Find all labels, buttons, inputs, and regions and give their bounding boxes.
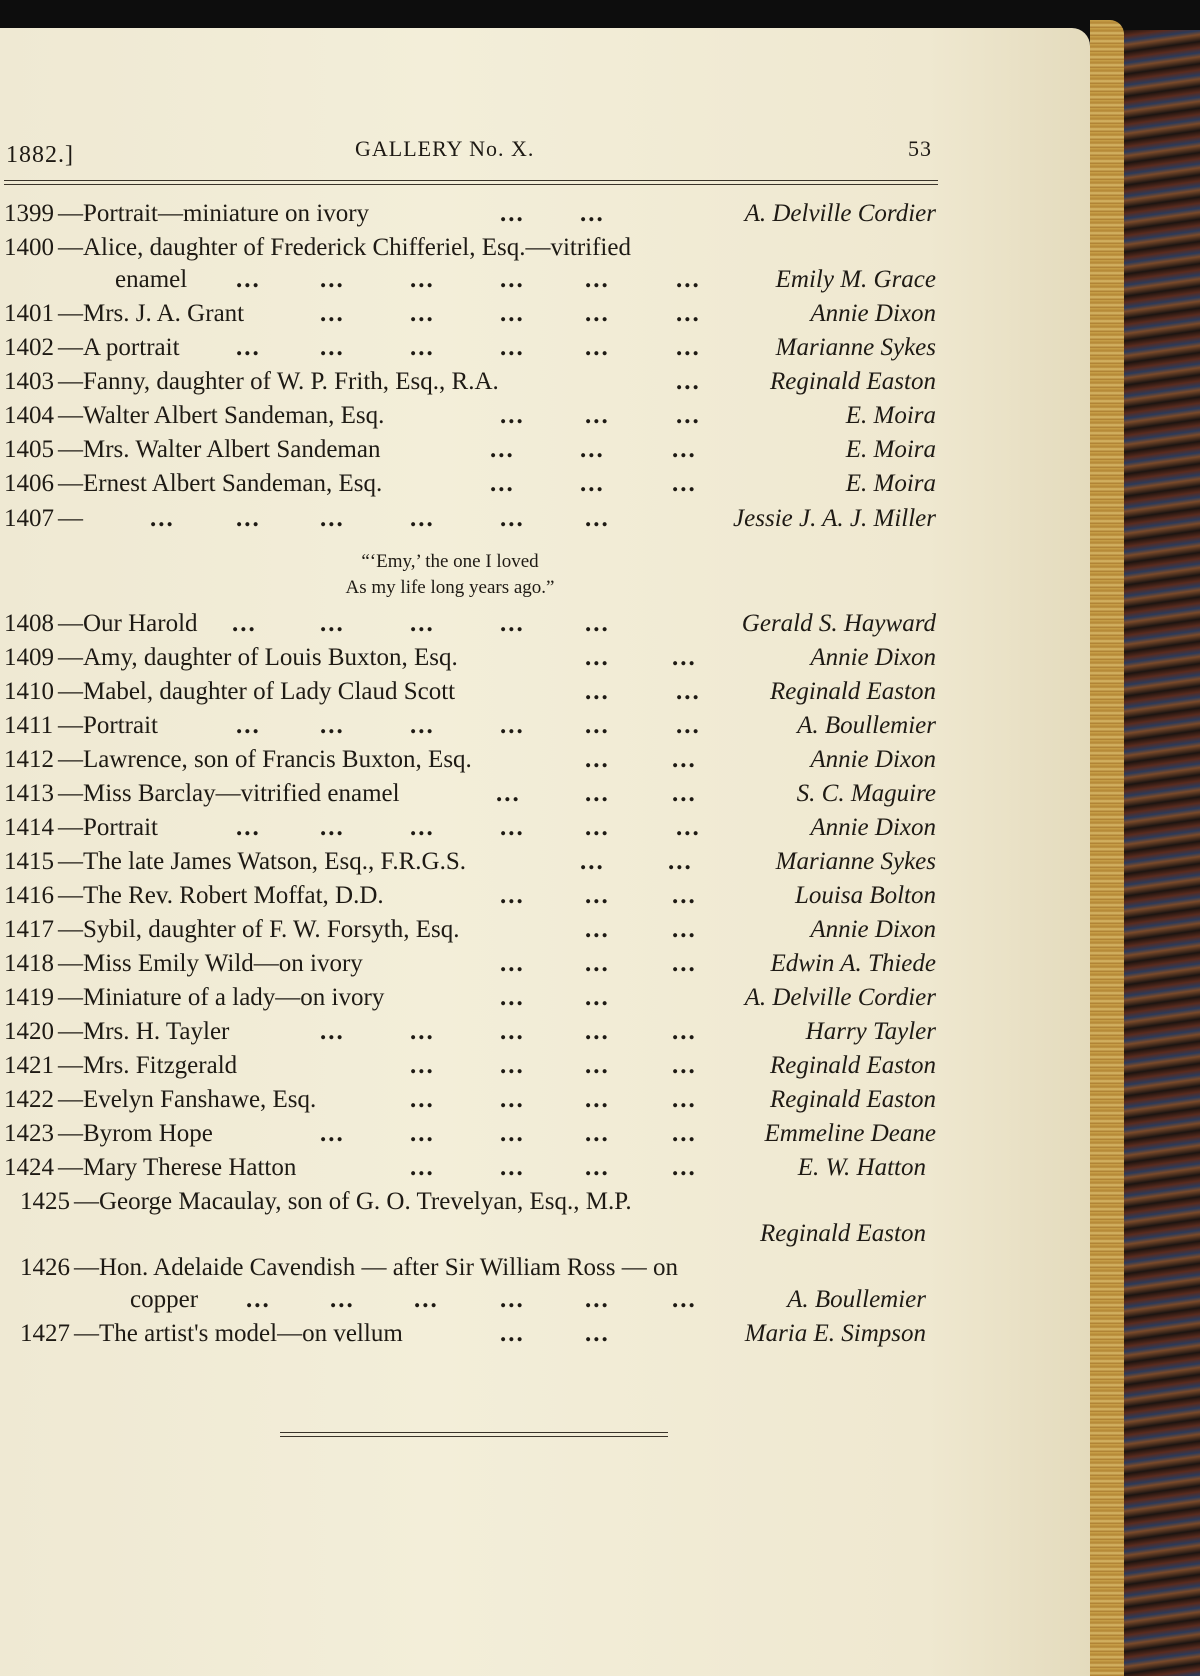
leader-dots: ... [585, 334, 610, 361]
leader-dots: ... [585, 644, 610, 671]
leader-dots: ... [585, 916, 610, 943]
catalogue-entry [0, 470, 940, 504]
entry-number: 1400 [4, 234, 54, 261]
leader-dots: ... [496, 780, 521, 807]
leader-dots: ... [500, 712, 525, 739]
catalogue-entry [0, 1254, 940, 1288]
entry-number: 1422 [4, 1086, 54, 1113]
entry-title: —Portrait—miniature on ivory [58, 200, 370, 227]
entry-title: —Mrs. Walter Albert Sandeman [58, 436, 381, 463]
leader-dots: ... [585, 1120, 610, 1147]
header-rule [4, 184, 938, 185]
leader-dots: ... [500, 334, 525, 361]
leader-dots: ... [580, 436, 605, 463]
header-rule [4, 180, 938, 181]
catalogue-entry [0, 300, 940, 334]
artist-name: E. Moira [845, 470, 936, 497]
leader-dots: ... [500, 1320, 525, 1347]
entry-title: —Mrs. J. A. Grant [58, 300, 245, 327]
entry-title: —The Rev. Robert Moffat, D.D. [58, 882, 384, 909]
leader-dots: ... [585, 1286, 610, 1313]
artist-name: E. Moira [845, 402, 936, 429]
quote-line: As my life long years ago.” [345, 577, 555, 598]
catalogue-entry-continuation [0, 266, 940, 300]
entry-title-continuation: copper [130, 1286, 199, 1313]
leader-dots: ... [672, 1120, 697, 1147]
catalogue-entry [0, 746, 940, 780]
leader-dots: ... [410, 505, 435, 532]
entry-number: 1416 [4, 882, 54, 909]
entry-title-continuation: enamel [115, 266, 188, 293]
leader-dots: ... [410, 300, 435, 327]
catalogue-entry [0, 984, 940, 1018]
entry-number: 1421 [4, 1052, 54, 1079]
catalogue-entry [0, 1188, 940, 1222]
leader-dots: ... [320, 334, 345, 361]
entry-number: 1417 [4, 916, 54, 943]
leader-dots: ... [320, 814, 345, 841]
leader-dots: ... [414, 1286, 439, 1313]
leader-dots: ... [580, 470, 605, 497]
leader-dots: ... [500, 1120, 525, 1147]
entry-title: —Ernest Albert Sandeman, Esq. [58, 470, 383, 497]
running-head [0, 136, 940, 176]
entry-number: 1408 [4, 610, 54, 637]
leader-dots: ... [150, 505, 175, 532]
leader-dots: ... [585, 814, 610, 841]
entry-title: —Portrait [58, 814, 158, 841]
entry-title: —Hon. Adelaide Cavendish — after Sir William Ross — on [74, 1254, 679, 1281]
leader-dots: ... [236, 712, 261, 739]
leader-dots: ... [410, 266, 435, 293]
catalogue-entry [0, 644, 940, 678]
artist-name: E. Moira [845, 436, 936, 463]
entry-number: 1403 [4, 368, 54, 395]
catalogue-entry [0, 712, 940, 746]
leader-dots: ... [330, 1286, 355, 1313]
leader-dots: ... [320, 1120, 345, 1147]
artist-name: A. Delville Cordier [744, 200, 936, 227]
entry-number: 1424 [4, 1154, 54, 1181]
artist-name: Edwin A. Thiede [770, 950, 936, 977]
leader-dots: ... [500, 610, 525, 637]
entry-number: 1411 [4, 712, 54, 739]
entry-title: — [58, 505, 83, 532]
leader-dots: ... [246, 1286, 271, 1313]
leader-dots: ... [672, 916, 697, 943]
leader-dots: ... [676, 300, 701, 327]
entry-title: —Mary Therese Hatton [58, 1154, 297, 1181]
leader-dots: ... [585, 300, 610, 327]
artist-name: S. C. Maguire [796, 780, 936, 807]
entry-number: 1402 [4, 334, 54, 361]
catalogue-entry [0, 402, 940, 436]
leader-dots: ... [500, 402, 525, 429]
marbled-binding [1124, 30, 1200, 1676]
artist-name: Marianne Sykes [775, 848, 936, 875]
leader-dots: ... [585, 610, 610, 637]
leader-dots: ... [410, 334, 435, 361]
entry-title: —A portrait [58, 334, 180, 361]
leader-dots: ... [236, 814, 261, 841]
leader-dots: ... [676, 402, 701, 429]
leader-dots: ... [585, 505, 610, 532]
artist-name: Reginald Easton [770, 368, 936, 395]
leader-dots: ... [320, 610, 345, 637]
leader-dots: ... [236, 334, 261, 361]
leader-dots: ... [585, 1018, 610, 1045]
catalogue-entry [0, 200, 940, 234]
leader-dots: ... [676, 678, 701, 705]
catalogue-entry [0, 368, 940, 402]
artist-name: E. W. Hatton [797, 1154, 926, 1181]
leader-dots: ... [585, 1052, 610, 1079]
catalogue-entry [0, 916, 940, 950]
entry-number: 1414 [4, 814, 54, 841]
leader-dots: ... [585, 746, 610, 773]
leader-dots: ... [232, 610, 257, 637]
entry-number: 1407 [4, 505, 54, 532]
entry-title: —Evelyn Fanshawe, Esq. [58, 1086, 317, 1113]
catalogue-entry [0, 1086, 940, 1120]
leader-dots: ... [500, 1154, 525, 1181]
artist-name: Marianne Sykes [775, 334, 936, 361]
entry-number: 1420 [4, 1018, 54, 1045]
entry-number: 1418 [4, 950, 54, 977]
artist-name: Reginald Easton [770, 678, 936, 705]
entry-title: —Our Harold [58, 610, 198, 637]
entry-title: —Amy, daughter of Louis Buxton, Esq. [58, 644, 458, 671]
entry-number: 1412 [4, 746, 54, 773]
leader-dots: ... [410, 610, 435, 637]
leader-dots: ... [672, 1018, 697, 1045]
leader-dots: ... [500, 1286, 525, 1313]
leader-dots: ... [500, 505, 525, 532]
entry-number: 1399 [4, 200, 54, 227]
leader-dots: ... [580, 848, 605, 875]
leader-dots: ... [676, 814, 701, 841]
leader-dots: ... [410, 1052, 435, 1079]
catalogue-entry [0, 610, 940, 644]
entry-title: —Portrait [58, 712, 158, 739]
leader-dots: ... [585, 678, 610, 705]
artist-name: Maria E. Simpson [744, 1320, 926, 1347]
leader-dots: ... [236, 266, 261, 293]
entry-title: —Lawrence, son of Francis Buxton, Esq. [58, 746, 472, 773]
leader-dots: ... [500, 300, 525, 327]
entry-number: 1423 [4, 1120, 54, 1147]
entry-number: 1404 [4, 402, 54, 429]
end-rule [280, 1432, 668, 1433]
leader-dots: ... [500, 200, 525, 227]
entry-number: 1413 [4, 780, 54, 807]
artist-name: Annie Dixon [810, 814, 936, 841]
entry-number: 1406 [4, 470, 54, 497]
leader-dots: ... [672, 1286, 697, 1313]
leader-dots: ... [672, 470, 697, 497]
catalogue-entry [0, 234, 940, 268]
leader-dots: ... [585, 1086, 610, 1113]
page-number: 53 [908, 136, 932, 161]
entry-number: 1426 [20, 1254, 70, 1281]
entry-number: 1425 [20, 1188, 70, 1215]
entry-title: —Byrom Hope [58, 1120, 213, 1147]
catalogue-entry [0, 1120, 940, 1154]
entry-title: —Miss Barclay—vitrified enamel [58, 780, 400, 807]
leader-dots: ... [672, 780, 697, 807]
catalogue-entry [0, 505, 940, 539]
page-edge [1090, 20, 1124, 1676]
leader-dots: ... [585, 950, 610, 977]
leader-dots: ... [500, 1018, 525, 1045]
leader-dots: ... [500, 950, 525, 977]
entry-title: —Mabel, daughter of Lady Claud Scott [58, 678, 456, 705]
entry-title: —The artist's model—on vellum [74, 1320, 403, 1347]
artist-name: Annie Dixon [810, 300, 936, 327]
end-rule [280, 1436, 668, 1437]
leader-dots: ... [500, 1052, 525, 1079]
leader-dots: ... [585, 266, 610, 293]
leader-dots: ... [410, 1154, 435, 1181]
leader-dots: ... [320, 266, 345, 293]
leader-dots: ... [490, 470, 515, 497]
catalogue-entry [0, 334, 940, 368]
entry-title: —Alice, daughter of Frederick Chifferiel, Esq.—vitrified [58, 234, 631, 261]
artist-name: Annie Dixon [810, 916, 936, 943]
catalogue-entry [0, 678, 940, 712]
leader-dots: ... [672, 1086, 697, 1113]
leader-dots: ... [676, 266, 701, 293]
entry-title: —Mrs. Fitzgerald [58, 1052, 238, 1079]
leader-dots: ... [410, 712, 435, 739]
leader-dots: ... [676, 368, 701, 395]
leader-dots: ... [500, 814, 525, 841]
entry-title: —The late James Watson, Esq., F.R.G.S. [58, 848, 466, 875]
leader-dots: ... [410, 1086, 435, 1113]
leader-dots: ... [320, 712, 345, 739]
entry-number: 1405 [4, 436, 54, 463]
verse-quote [300, 549, 600, 601]
catalogue-entry [0, 1154, 940, 1188]
leader-dots: ... [585, 1320, 610, 1347]
entry-title: —Sybil, daughter of F. W. Forsyth, Esq. [58, 916, 460, 943]
artist-name: Emily M. Grace [775, 266, 936, 293]
entry-title: —Walter Albert Sandeman, Esq. [58, 402, 385, 429]
leader-dots: ... [320, 300, 345, 327]
leader-dots: ... [410, 1120, 435, 1147]
leader-dots: ... [668, 848, 693, 875]
artist-name: A. Boullemier [787, 1286, 926, 1313]
catalogue-entry [0, 780, 940, 814]
year-label: 1882.] [6, 142, 74, 168]
catalogue-entry [0, 882, 940, 916]
leader-dots: ... [672, 436, 697, 463]
leader-dots: ... [500, 882, 525, 909]
catalogue-entry [0, 848, 940, 882]
artist-name: Emmeline Deane [764, 1120, 936, 1147]
quote-line: “‘Emy,’ the one I loved [361, 551, 539, 572]
leader-dots: ... [500, 984, 525, 1011]
entry-title: —Miss Emily Wild—on ivory [58, 950, 363, 977]
catalogue-entry [0, 1052, 940, 1086]
leader-dots: ... [672, 644, 697, 671]
artist-name: A. Boullemier [797, 712, 936, 739]
leader-dots: ... [585, 780, 610, 807]
artist-name: Annie Dixon [810, 746, 936, 773]
entry-title: —Mrs. H. Tayler [58, 1018, 230, 1045]
leader-dots: ... [320, 505, 345, 532]
artist-name: Reginald Easton [770, 1086, 936, 1113]
leader-dots: ... [490, 436, 515, 463]
entry-title: —George Macaulay, son of G. O. Trevelyan, Esq., M.P. [74, 1188, 632, 1215]
catalogue-entry [0, 814, 940, 848]
artist-name: Reginald Easton [760, 1220, 926, 1247]
leader-dots: ... [585, 984, 610, 1011]
leader-dots: ... [410, 814, 435, 841]
entry-number: 1401 [4, 300, 54, 327]
entry-number: 1415 [4, 848, 54, 875]
artist-name: Louisa Bolton [795, 882, 936, 909]
leader-dots: ... [676, 712, 701, 739]
catalogue-entry [0, 1320, 940, 1354]
leader-dots: ... [672, 1052, 697, 1079]
catalogue-entry-continuation [0, 1220, 940, 1254]
leader-dots: ... [580, 200, 605, 227]
leader-dots: ... [410, 1018, 435, 1045]
entry-title: —Fanny, daughter of W. P. Frith, Esq., R.A. [58, 368, 499, 395]
artist-name: Gerald S. Hayward [741, 610, 936, 637]
entry-number: 1427 [20, 1320, 70, 1347]
artist-name: Reginald Easton [770, 1052, 936, 1079]
leader-dots: ... [672, 950, 697, 977]
leader-dots: ... [320, 1018, 345, 1045]
leader-dots: ... [676, 334, 701, 361]
catalogue-entry-continuation [0, 1286, 940, 1320]
leader-dots: ... [672, 882, 697, 909]
entry-number: 1409 [4, 644, 54, 671]
catalogue-entry [0, 950, 940, 984]
leader-dots: ... [672, 1154, 697, 1181]
artist-name: Annie Dixon [810, 644, 936, 671]
gallery-title: GALLERY No. X. [355, 136, 535, 161]
artist-name: Jessie J. A. J. Miller [733, 505, 936, 532]
leader-dots: ... [236, 505, 261, 532]
leader-dots: ... [585, 712, 610, 739]
artist-name: Harry Tayler [805, 1018, 936, 1045]
entry-number: 1419 [4, 984, 54, 1011]
catalogue-entry [0, 1018, 940, 1052]
leader-dots: ... [672, 746, 697, 773]
leader-dots: ... [500, 1086, 525, 1113]
artist-name: A. Delville Cordier [744, 984, 936, 1011]
entry-title: —Miniature of a lady—on ivory [58, 984, 385, 1011]
leader-dots: ... [500, 266, 525, 293]
leader-dots: ... [585, 882, 610, 909]
leader-dots: ... [585, 402, 610, 429]
leader-dots: ... [585, 1154, 610, 1181]
entry-number: 1410 [4, 678, 54, 705]
catalogue-entry [0, 436, 940, 470]
